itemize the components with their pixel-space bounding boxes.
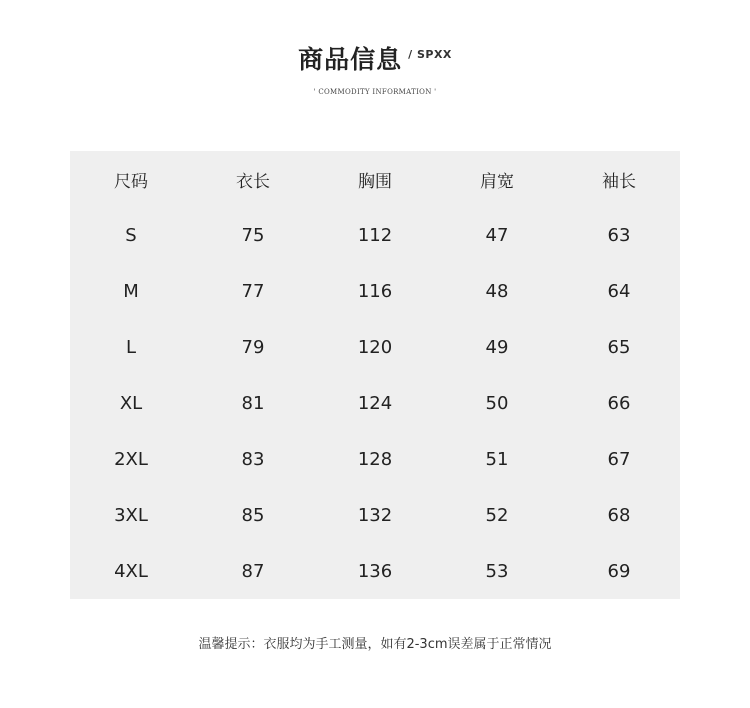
table-row: [70, 543, 680, 599]
table-row: [70, 319, 680, 375]
cell-sleeve: 63: [607, 224, 631, 246]
cell-length: 79: [241, 336, 265, 358]
page-subtitle: ' COMMODITY INFORMATION ': [313, 88, 437, 96]
title-tag: / SPXX: [408, 48, 452, 61]
cell-chest: 120: [357, 336, 393, 358]
cell-chest: 124: [357, 392, 393, 414]
column-header-sleeve: 袖长: [602, 171, 636, 192]
cell-chest: 136: [357, 560, 393, 582]
cell-shoulder: 51: [485, 448, 509, 470]
cell-size: 2XL: [114, 448, 148, 470]
cell-chest: 116: [357, 280, 393, 302]
cell-chest: 112: [357, 224, 393, 246]
cell-shoulder: 53: [485, 560, 509, 582]
cell-chest: 128: [357, 448, 393, 470]
cell-size: M: [123, 280, 139, 302]
cell-sleeve: 65: [607, 336, 631, 358]
cell-shoulder: 49: [485, 336, 509, 358]
cell-sleeve: 64: [607, 280, 631, 302]
cell-shoulder: 52: [485, 504, 509, 526]
cell-shoulder: 47: [485, 224, 509, 246]
cell-size: 3XL: [114, 504, 148, 526]
page-header: [0, 40, 750, 96]
cell-size: 4XL: [114, 560, 148, 582]
cell-shoulder: 48: [485, 280, 509, 302]
table-row: [70, 487, 680, 543]
cell-sleeve: 67: [607, 448, 631, 470]
cell-shoulder: 50: [485, 392, 509, 414]
cell-size: S: [125, 224, 137, 246]
cell-chest: 132: [357, 504, 393, 526]
cell-size: L: [125, 336, 137, 358]
cell-length: 77: [241, 280, 265, 302]
column-header-chest: 胸围: [358, 171, 392, 192]
size-table: [70, 151, 680, 599]
cell-size: XL: [119, 392, 143, 414]
cell-length: 85: [241, 504, 265, 526]
cell-length: 87: [241, 560, 265, 582]
table-row: [70, 207, 680, 263]
column-header-length: 衣长: [236, 171, 270, 192]
cell-sleeve: 68: [607, 504, 631, 526]
size-table-panel: [70, 151, 680, 599]
title-row: [298, 40, 452, 80]
table-row: [70, 263, 680, 319]
cell-length: 75: [241, 224, 265, 246]
cell-sleeve: 69: [607, 560, 631, 582]
table-row: [70, 431, 680, 487]
cell-length: 83: [241, 448, 265, 470]
column-header-size: 尺码: [114, 171, 148, 192]
measurement-note: 温馨提示：衣服均为手工测量，如有2-3cm误差属于正常情况: [198, 637, 552, 652]
cell-length: 81: [241, 392, 265, 414]
table-header-row: [70, 151, 680, 207]
table-row: [70, 375, 680, 431]
page-title: 商品信息: [298, 45, 403, 74]
cell-sleeve: 66: [607, 392, 631, 414]
column-header-shoulder: 肩宽: [480, 171, 514, 192]
